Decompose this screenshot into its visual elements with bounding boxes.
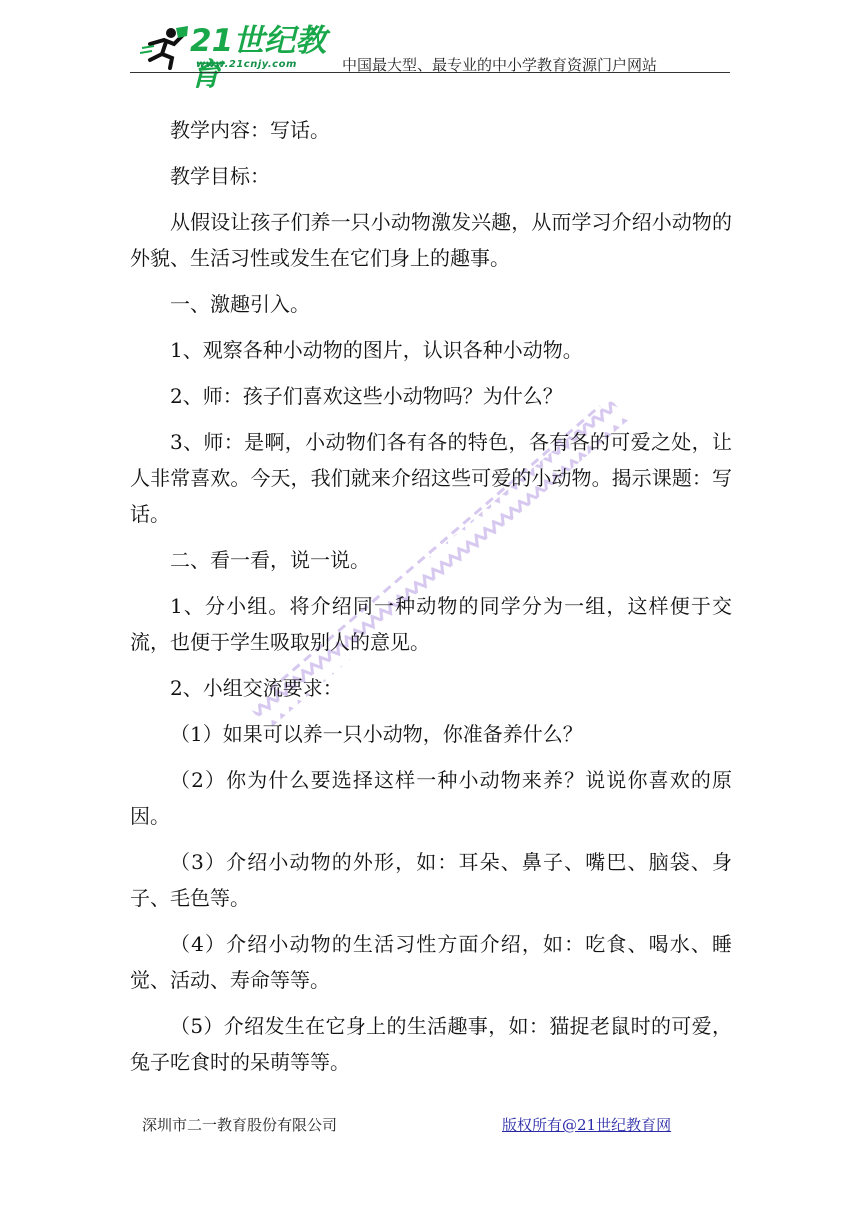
site-slogan: 中国最大型、最专业的中小学教育资源门户网站 (342, 56, 658, 74)
footer-company: 深圳市二一教育股份有限公司 (142, 1116, 338, 1134)
list-item: 2、小组交流要求： (170, 676, 343, 700)
paragraph-content: 教学内容：写话。 (170, 118, 330, 142)
runner-icon (140, 26, 190, 70)
brand-name: 21世纪教育 (190, 23, 327, 93)
site-logo[interactable] (130, 22, 330, 93)
list-item: 1、观察各种小动物的图片，认识各种小动物。 (170, 338, 583, 362)
paragraph-goal: 从假设让孩子们养一只小动物激发兴趣，从而学习介绍小动物的外貌、生活习性或发生在它们身上的趣事。 (130, 210, 732, 270)
paragraph-goal-label: 教学目标： (170, 164, 270, 188)
list-item: 1、分小组。将介绍同一种动物的同学分为一组，这样便于交流，也便于学生吸取别人的意见。 (130, 594, 732, 654)
header-divider (130, 72, 730, 73)
footer-copyright-link[interactable]: 版权所有@21世纪教育网 (502, 1116, 672, 1134)
sub-item: （2）你为什么要选择这样一种小动物来养？说说你喜欢的原因。 (130, 768, 732, 828)
list-item: 2、师：孩子们喜欢这些小动物吗？为什么？ (170, 384, 563, 408)
brand-url: www.21cnjy.com (196, 59, 297, 70)
list-item: 3、师：是啊，小动物们各有各的特色，各有各的可爱之处，让人非常喜欢。今天，我们就来介绍这些可爱的小动物。揭示课题：写话。 (130, 430, 732, 526)
sub-item: （4）介绍小动物的生活习性方面介绍，如：吃食、喝水、睡觉、活动、寿命等等。 (130, 932, 732, 992)
section-heading-2: 二、看一看，说一说。 (170, 548, 370, 572)
document-body (130, 112, 732, 1090)
sub-item: （1）如果可以养一只小动物，你准备养什么？ (170, 722, 583, 746)
section-heading-1: 一、激趣引入。 (170, 292, 310, 316)
sub-item: （3）介绍小动物的外形，如：耳朵、鼻子、嘴巴、脑袋、身子、毛色等。 (130, 850, 732, 910)
page-header (130, 22, 730, 93)
sub-item: （5）介绍发生在它身上的生活趣事，如：猫捉老鼠时的可爱，兔子吃食时的呆萌等等。 (130, 1014, 732, 1074)
